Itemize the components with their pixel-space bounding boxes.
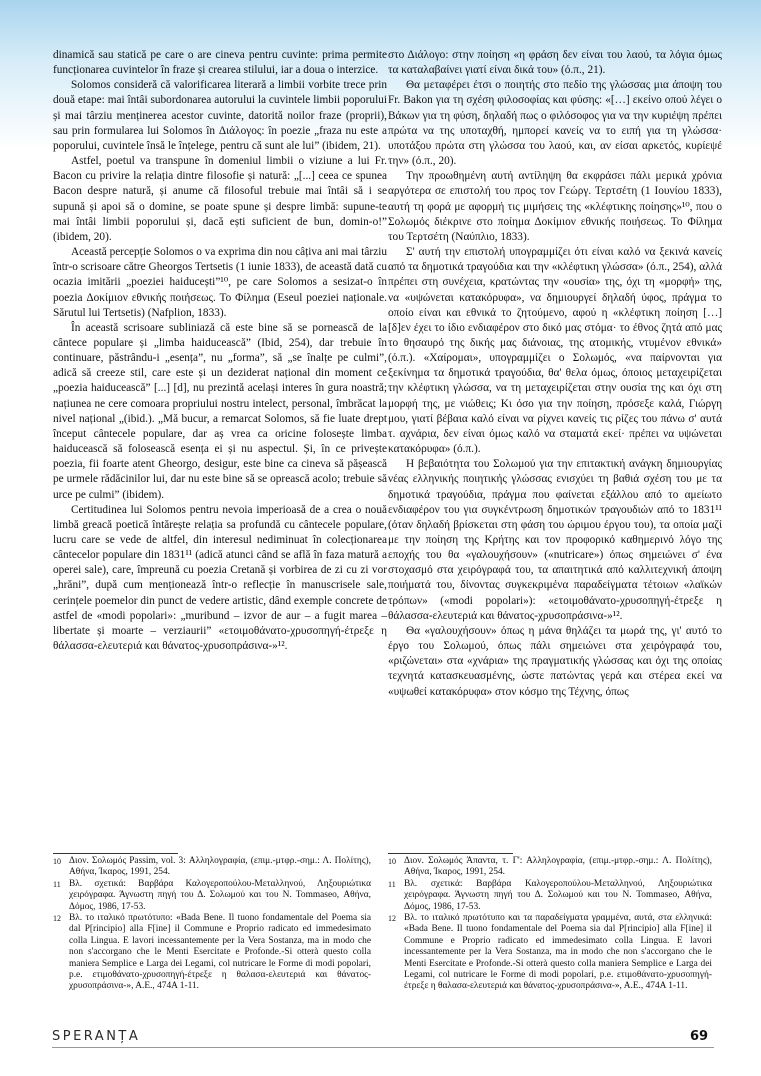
footnote-text: Βλ. το ιταλικό πρωτότυπο: «Bada Bene. Il tuono fondamentale del Poema sia dal P[rincipio] alla F[ine] il Commune e Proprio radicato ed immedesimato colla Lingua. E lavori incessantemente per la Vera Sostanza, ma in modo che non s'accorgano che le Menti Esercitate e Profonde.-Si otterà questo colla maniera Semplice e Larga dei Legami, col nutricare le Forme di modi popolari, p.e. ετιμοθάνατο-χρυσοπηγή-έτρεξε η θαλασα-ελευτεριά και θάνατος-χρυσοπράσινα-», Α.Ε., 474Α 1-11. <box>69 913 371 992</box>
footnote-separator <box>388 853 513 854</box>
paragraph: Την προωθημένη αυτή αντίληψη θα εκφράσει πάλι μερικά χρόνια αργότερα σε επιστολή του προς τον Γεώργ. Τερτσέτη (1 Ιουνίου 1833), αυτή τη φορά με αφορμή τις μιμήσεις της «κλέφτικης ποίησης»¹⁰, που ο Σολωμός διέκρινε στο ποίημα Δοκίμιον εθνικής ποιήσεως. Το Φίλημα του Τερτσέτη (Ναύπλιο, 1833). <box>388 170 722 243</box>
footnote-number: 11 <box>388 879 396 889</box>
paragraph: Certitudinea lui Solomos pentru nevoia imperioasă de a crea o nouă limbă greacă poetică întărește relația sa profundă cu cântecele populare, lucru care se vede de altfel, din interesul nediminuat în colecționarea cântecelor populare din 1831¹¹ (adică atunci când se află în faza matură a operei sale), care, împreună cu poezia Cretană și vorbirea de zi cu zi vor „hrăni”, după cum menționează într-o reflecție în manuscrisele sale, cerințele poemelor din punct de vedere artistic, dând exemple concrete de astfel de «modi popolari»: „muribund – izvor de aur – a fugit marea – libertate și moarte – verziaurii” «ετοιμοθάνατο-χρυσοπηγή-έτρεξε η θάλασσα-ελευτεριά και θάνατος-χρυσοπράσινα-»¹². <box>53 503 387 653</box>
footnote <box>388 879 712 913</box>
footnote-separator <box>53 853 178 854</box>
footnote <box>53 856 371 879</box>
paragraph: În această scrisoare subliniază că este bine să se pornească de la cântece populare și „limba haiducească” (Ibid, 254), dar trebuie în continuare, păstrându-i „esența”, nu „forma”, să „se înalțe pe culmi”, adică să creeze stil, care este și un deziderat național din moment ce „poezia haiducească” [...] [d], nu prezintă același interes în gura noastră; națiunea ne cere comoara propriului nostru intelect, personal, îmbrăcat la nivel național „(ibid.). „Mă bucur, a remarcat Solomos, să fie luate drept început cântecele populare, dar aș vrea ca oricine folosește limba haiducească să folosească esența ei și nu aspectul. Și, în ce privește poezia, fii foarte atent Gheorgo, desigur, este bine ca cineva să pășească pe urmele rădăcinilor lui, dar nu este bine să se oprească acolo; trebuie să urce pe culmi” (ibidem). <box>53 321 387 501</box>
footnote-text: Βλ. σχετικά: Βαρβάρα Καλογεροπούλου-Μεταλληνού, Ληξουριώτικα χειρόγραφα. Άγνωστη πηγή του Δ. Σολωμού και του N. Tommaseo, Αθήνα, Δόμος, 1986, 17-53. <box>404 878 712 912</box>
footnote-number: 12 <box>53 914 61 924</box>
paragraph: Solomos consideră că valorificarea literară a limbii vorbite trece prin două etape: mai întâi subordonarea autorului la cuvintele limbii poporului și mai târziu menținerea acestor cuvinte, datorită noilor fraze (proprii), sau prin formularea lui Solomos în Διάλογος: în poezie „fraza nu este a poporului, cuvintele însă le înțelege, pentru că sunt ale lui” (ibidem, 21). <box>53 79 387 152</box>
footnote-text: Βλ. σχετικά: Βαρβάρα Καλογεροπούλου-Μεταλληνού, Ληξουριώτικα χειρόγραφα. Άγνωστη πηγή του Δ. Σολωμού και του N. Tommaseo, Αθήνα, Δόμος, 1986, 17-53. <box>69 878 371 912</box>
footnote-number: 11 <box>53 879 61 889</box>
footnotes-left <box>53 856 371 993</box>
footnotes-right <box>388 856 712 993</box>
paragraph: Η βεβαιότητα του Σολωμού για την επιτακτική ανάγκη δημιουργίας νέας ελληνικής ποιητικής γλώσσας ενισχύει τη βαθιά σχέση του με τα δημοτικά τραγούδια, πράγμα που φαίνεται εξάλλου από το αμείωτο ενδιαφέρον του για συγκέντρωση δημοτικών τραγουδιών από το 1831¹¹ (όταν δηλαδή βρίσκεται στη φάση του ώριμου έργου του), τα οποία μαζί με την ποίηση της Κρήτης και τον προφορικό καθημερινό λόγο της εποχής του θα «γαλουχήσουν» («nutricare») όπως σημειώνει σ' ένα στοχασμό στα χειρόγραφά του, τα απαιτητικά από καλλιτεχνική άποψη ποιήματά του, δίνοντας συγκεκριμένα παραδείγματα τέτοιων «λαϊκών τρόπων» («modi popolari»): «ετοιμοθάνατο-χρυσοπηγή-έτρεξε η θάλασσα-ελευτεριά και θάνατος-χρυσοπράσινα-»¹². <box>388 458 722 622</box>
footnote-text: Διον. Σολωμός Άπαντα, τ. Γ': Αλληλογραφία, (επιμ.-μτφρ.-σημ.: Λ. Πολίτης), Αθήνα, Ίκαρος, 1991, 254. <box>404 856 712 878</box>
right-column <box>388 48 722 700</box>
footnote <box>53 913 371 993</box>
footer-rule <box>52 1047 714 1048</box>
left-column <box>53 48 387 654</box>
paragraph: Astfel, poetul va transpune în domeniul limbii o viziune a lui Fr. Bacon cu privire la relația dintre filosofie și natură: „[...] ceea ce spunea Bacon despre natură, și anume că filosoful trebuie mai întâi să i se supună și apoi să o domine, se poate spune și despre limbă: supune-te mai întâi limbii poporului și, dacă ești suficient de bun, domin-o!” (ibidem, 20). <box>53 155 387 243</box>
paragraph: Această percepție Solomos o va exprima din nou câțiva ani mai târziu într-o scrisoare către Gheorgos Tertsetis (1 iunie 1833), de această dată cu ocazia imitării „poeziei haiducești”¹⁰, pe care Solomos a sesizat-o în poezia Δοκίμιον εθνικής ποιήσεως. Το Φίλημα (Eseul poeziei naționale. Sărutul lui Tertsetis) (Nafplion, 1833). <box>53 246 387 319</box>
footnote <box>388 856 712 879</box>
footnote-number: 10 <box>388 857 396 866</box>
page-number: 69 <box>690 1029 709 1044</box>
footnote <box>53 879 371 913</box>
footnote-number: 10 <box>53 857 61 866</box>
paragraph: dinamică sau statică pe care o are cineva pentru cuvinte: prima permite funcționarea cuvintelor în fraze și crearea stilului, iar a doua o interzice. <box>53 49 387 77</box>
footnote-text: Βλ. το ιταλικό πρωτότυπο και τα παραδείγματα γραμμένα, αυτά, στα ελληνικά: «Bada Bene. Il tuono fondamentale del Poema sia dal P[rincipio] alla F[ine] il Commune e Proprio radicato ed immedesimato colla Lingua. E lavori incessantemente per la Vera Sostanza, ma in modo che non s'accorgano che le Menti Esercitate e Profonde.-Si otterà questo colla maniera Semplice e Larga dei Legami, col nutricare le Forme di modi popolari, p.e. ετιμοθάνατο-χρυσοπηγή-έτρεξε η θαλασα-ελευτεριά και θάνατος-χρυσοπράσινα-», Α.Ε., 474Α 1-11. <box>404 913 712 992</box>
paragraph: Σ' αυτή την επιστολή υπογραμμίζει ότι είναι καλό να ξεκινά κανείς από τα δημοτικά τραγούδια και την «κλέφτικη γλώσσα» (ό.π., 254), αλλά πρέπει στη συνέχεια, κρατώντας την «ουσία» της, όχι τη «μορφή» της, να «υψώνεται κατακόρυφα», να δημιουργεί δηλαδή ύφος, πράγμα το οποίο είναι και εθνικά το ζητούμενο, αφού η «κλέφτικη ποίηση […] [δ]εν έχει το ίδιο ενδιαφέρον στο δικό μας στόμα· το έθνος ζητά από μας το θησαυρό της δικής μας διάνοιας, της ατομικής, ντυμένον εθνικά» (ό.π.). «Χαίρομαι», υπογραμμίζει ο Σολωμός, «να παίρνονται για ξεκίνημα τα δημοτικά τραγούδια, θα' θελα όμως, όποιος μεταχειρίζεται την κλέφτικη γλώσσα, να τη μεταχειρίζεται στην ουσία της και όχι στη μορφή της, με νιώθεις; Κι όσο για την ποίηση, πρόσεξε καλά, Γιώργη μου, γιατί βέβαια καλό είναι να ρίχνει κανείς τις ρίζες του πάνω σ' αυτά τ. αχνάρια, δεν είναι όμως καλό να σταματά εκεί· πρέπει να υψώνεται κατακόρυφα» (ό.π.). <box>388 246 722 456</box>
publication-name: SPERANȚA <box>52 1029 141 1044</box>
footnote <box>388 913 712 993</box>
paragraph: Θα «γαλουχήσουν» όπως η μάνα θηλάζει τα μωρά της, γι' αυτό το έργο του Σολωμού, όπως πάλι σημειώνει στα χειρόγραφά του, «ριζώνεται» στα «χνάρια» της πραγματικής γλώσσας και όχι της οποίας τεχνητά κατασκευασμένης, ώστε πατώντας γερά και στέρεα εκεί να «υψωθεί κατακόρυφα» στον κόσμο της Τέχνης, όπως <box>388 624 722 698</box>
footnote-number: 12 <box>388 914 396 924</box>
footnote-text: Διον. Σολωμός Passim, vol. 3: Αλληλογραφία, (επιμ.-μτφρ.-σημ.: Λ. Πολίτης), Αθήνα, Ίκαρος, 1991, 254. <box>69 856 371 878</box>
paragraph: στο Διάλογο: στην ποίηση «η φράση δεν είναι του λαού, τα λόγια όμως τα καταλαβαίνει γιατί είναι δικά του» (ό.π., 21). <box>388 49 722 77</box>
paragraph: Θα μεταφέρει έτσι ο ποιητής στο πεδίο της γλώσσας μια άποψη του Fr. Bakon για τη σχέση φιλοσοφίας και φύσης: «[…] εκείνο οπού λέγει ο Βάκων για τη φύση, δηλαδή πως ο φιλόσοφος για να την κυριέψη πρέπει πρώτα να της υποταχθή, ημπορεί κανείς να το ειπή για τη γλώσσα· υποτάξου πρώτα στη γλώσσα του λαού, και, αν είσαι αρκετός, κυρίεψέ την» (ό.π., 20). <box>388 79 722 168</box>
